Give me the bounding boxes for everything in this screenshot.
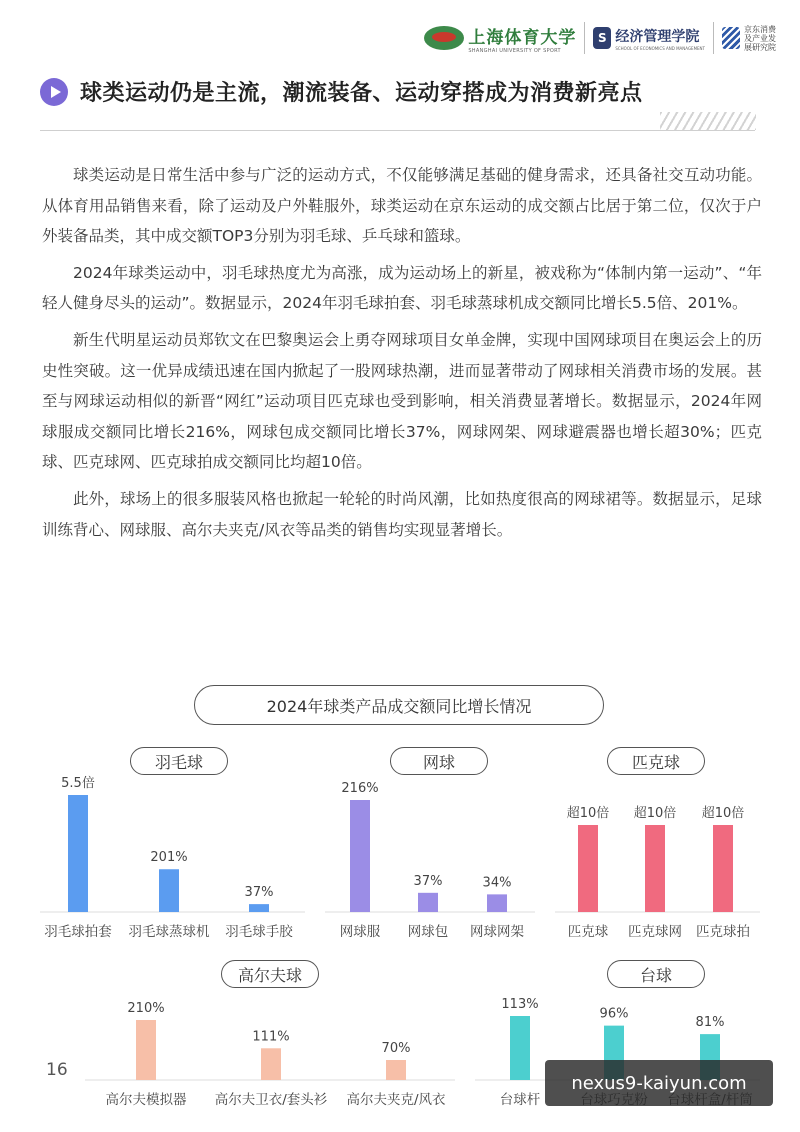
data-label-pickleball-1: 超10倍 (633, 806, 677, 821)
bar-badminton-1 (159, 869, 179, 912)
category-label-tennis-1: 网球包 (407, 924, 449, 940)
data-label-billiards-0: 113% (501, 997, 539, 1012)
data-label-pickleball-2: 超10倍 (701, 806, 745, 821)
data-label-billiards-1: 96% (599, 1006, 629, 1022)
bar-golf-1 (261, 1048, 281, 1080)
data-label-tennis-0: 216% (341, 781, 379, 796)
bar-pickleball-1 (645, 825, 665, 912)
data-label-golf-0: 210% (127, 1001, 165, 1016)
data-label-tennis-1: 37% (413, 873, 443, 889)
chart-banner: 2024年球类产品成交额同比增长情况 (194, 685, 604, 725)
data-label-tennis-2: 34% (482, 875, 512, 891)
bar-golf-2 (386, 1060, 406, 1080)
bar-pickleball-0 (578, 825, 598, 912)
category-label-golf-2: 高尔夫夹克/风衣 (346, 1092, 446, 1108)
data-label-badminton-2: 37% (244, 885, 274, 901)
page-number: 16 (46, 1060, 68, 1080)
category-label-tennis-0: 网球服 (339, 924, 381, 940)
category-label-billiards-0: 台球杆 (499, 1092, 541, 1108)
bar-badminton-2 (249, 904, 269, 912)
chart-title-billiards: 台球 (607, 960, 705, 988)
category-label-badminton-2: 羽毛球手胶 (225, 924, 293, 940)
bar-golf-0 (136, 1020, 156, 1080)
watermark: nexus9-kaiyun.com (545, 1060, 773, 1106)
data-label-billiards-2: 81% (695, 1015, 725, 1031)
category-label-tennis-2: 网球网架 (470, 924, 524, 940)
university-name: 上海体育大学 (468, 27, 577, 48)
bar-tennis-0 (350, 800, 370, 912)
data-label-pickleball-0: 超10倍 (566, 806, 610, 821)
paragraph: 新生代明星运动员郑钦文在巴黎奥运会上勇夺网球项目女单金牌，实现中国网球项目在奥运会上的历史性突破。这一优异成绩迅速在国内掀起了一股网球热潮，进而显著带动了网球相关消费市场的发展。甚至与网球运动相似的新晋“网红”运动项目匹克球也受到影响，相关消费显著增长。数据显示，2024年网球服成交额同比增长216%，网球包成交额同比增长37%，网球网架、网球避震器也增长超30%；匹克球、匹克球网、匹克球拍成交额同比均超10倍。 (42, 330, 762, 472)
school-emblem-icon: S (593, 27, 611, 49)
chart-title-tennis: 网球 (390, 747, 488, 775)
category-label-badminton-0: 羽毛球拍套 (44, 924, 112, 940)
chart-title-pickleball: 匹克球 (607, 747, 705, 775)
category-label-badminton-1: 羽毛球蒸球机 (128, 924, 210, 940)
chart-title-badminton: 羽毛球 (130, 747, 228, 775)
data-label-badminton-0: 5.5倍 (61, 776, 95, 791)
category-label-pickleball-0: 匹克球 (567, 924, 609, 940)
section-title: 球类运动仍是主流，潮流装备、运动穿搭成为消费新亮点 (80, 81, 643, 106)
paragraph: 此外，球场上的很多服装风格也掀起一轮轮的时尚风潮，比如热度很高的网球裙等。数据显示，足球训练背心、网球服、高尔夫夹克/风衣等品类的销售均实现显著增长。 (42, 489, 762, 539)
category-label-pickleball-1: 匹克球网 (628, 924, 682, 940)
paragraph: 球类运动是日常生活中参与广泛的运动方式，不仅能够满足基础的健身需求，还具备社交互动功能。从体育用品销售来看，除了运动及户外鞋服外，球类运动在京东运动的成交额占比居于第二位，仅次于户外装备品类，其中成交额TOP3分别为羽毛球、乒乓球和篮球。 (42, 166, 762, 246)
institute-name: 京东消费及产业发展研究院 (744, 24, 776, 52)
university-name-en: SHANGHAI UNIVERSITY OF SPORT (468, 47, 561, 54)
bar-badminton-0 (68, 795, 88, 912)
data-label-golf-1: 111% (252, 1029, 290, 1045)
category-label-golf-1: 高尔夫卫衣/套头衫 (214, 1092, 328, 1108)
bar-tennis-2 (487, 894, 507, 912)
paragraph: 2024年球类运动中，羽毛球热度尤为高涨，成为运动场上的新星，被戏称为“体制内第一运动”、“年轻人健身尽头的运动”。数据显示，2024年羽毛球拍套、羽毛球蒸球机成交额同比增长5.5倍、201%。 (42, 263, 762, 313)
data-label-golf-2: 70% (381, 1041, 411, 1056)
category-label-pickleball-2: 匹克球拍 (696, 924, 750, 940)
category-label-golf-0: 高尔夫模拟器 (105, 1092, 187, 1108)
bar-billiards-0 (510, 1016, 530, 1080)
data-label-badminton-1: 201% (150, 850, 188, 866)
chart-title-golf: 高尔夫球 (221, 960, 319, 988)
school-name-en: SCHOOL OF ECONOMICS AND MANAGEMENT (615, 45, 705, 51)
bar-tennis-1 (418, 893, 438, 912)
school-name: 经济管理学院 (615, 28, 700, 45)
bar-pickleball-2 (713, 825, 733, 912)
